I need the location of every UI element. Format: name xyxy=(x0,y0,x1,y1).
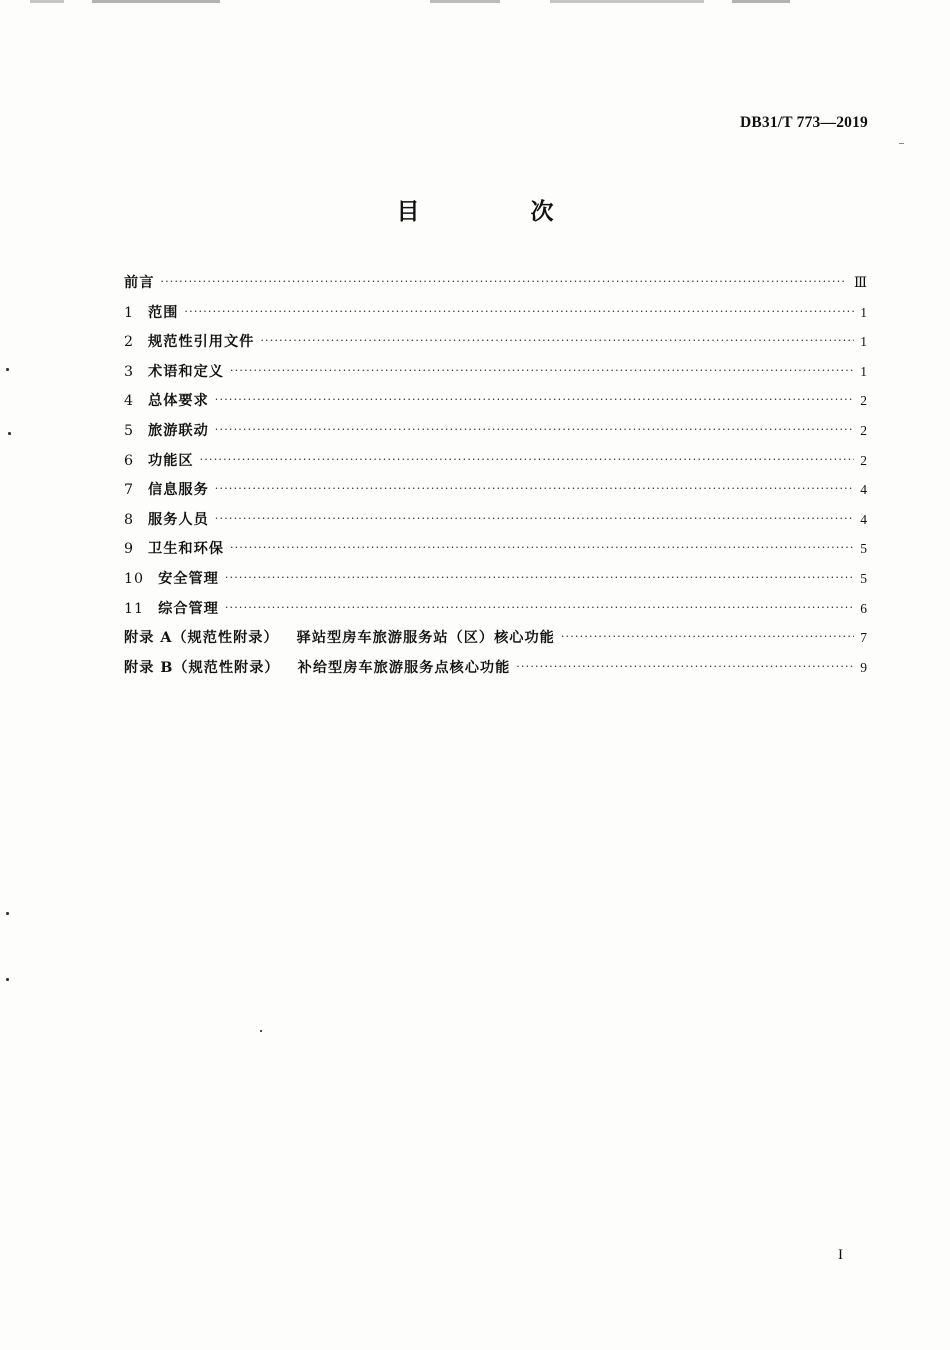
toc-page-number: 4 xyxy=(860,511,867,527)
toc-number: 11 xyxy=(124,600,145,617)
toc-leader-dots xyxy=(260,334,854,347)
toc-page-number: 5 xyxy=(860,570,867,586)
appendix-name: 补给型房车旅游服务点核心功能 xyxy=(297,659,511,676)
toc-number: 8 xyxy=(124,511,135,528)
toc-page-number: 1 xyxy=(860,304,867,320)
toc-label: 综合管理 xyxy=(158,600,219,617)
toc-row-1[interactable] xyxy=(124,302,867,332)
toc-leader-dots xyxy=(230,364,854,377)
toc-page-number: 1 xyxy=(860,363,867,379)
document-code: DB31/T 773—2019 xyxy=(739,114,868,131)
toc-row-3[interactable] xyxy=(124,361,867,391)
toc-page-number: 4 xyxy=(860,482,867,498)
toc-row-8[interactable] xyxy=(124,509,867,539)
toc-row-9[interactable] xyxy=(124,538,867,568)
scan-mark xyxy=(899,143,904,144)
toc-row-11[interactable] xyxy=(124,598,867,628)
toc-number: 7 xyxy=(124,482,135,499)
toc-page-number: 7 xyxy=(860,630,867,646)
toc-label: 功能区 xyxy=(148,452,194,469)
toc-number: 3 xyxy=(124,363,135,380)
appendix-tag: 附录 B（规范性附录） xyxy=(124,659,280,676)
toc-row-6[interactable] xyxy=(124,450,867,480)
toc-row-4[interactable] xyxy=(124,390,867,420)
toc-number: 4 xyxy=(124,393,135,410)
toc-row-preface[interactable] xyxy=(124,272,867,302)
scan-speck xyxy=(8,432,11,435)
toc-page-number: 1 xyxy=(860,334,867,350)
toc-row-10[interactable] xyxy=(124,568,867,598)
toc-page-number: 5 xyxy=(860,541,867,557)
toc-title: 目 次 xyxy=(396,199,598,225)
toc-number: 5 xyxy=(124,422,135,439)
toc-leader-dots xyxy=(561,630,854,643)
page-number: I xyxy=(838,1247,843,1263)
toc-leader-dots xyxy=(230,541,854,554)
table-of-contents xyxy=(124,272,867,686)
toc-number: 10 xyxy=(124,570,145,587)
appendix-tag: 附录 A（规范性附录） xyxy=(124,630,279,647)
toc-label: 前言 xyxy=(124,275,155,291)
toc-label: 总体要求 xyxy=(148,393,209,410)
toc-page-number: Ⅲ xyxy=(853,275,867,290)
toc-label: 安全管理 xyxy=(158,570,219,587)
toc-leader-dots xyxy=(225,601,854,614)
toc-label: 服务人员 xyxy=(148,511,209,528)
toc-leader-dots xyxy=(160,275,850,288)
toc-label: 术语和定义 xyxy=(148,363,224,380)
toc-page-number: 2 xyxy=(860,393,867,409)
appendix-name: 驿站型房车旅游服务站（区）核心功能 xyxy=(296,630,555,647)
toc-page-number: 2 xyxy=(860,452,867,468)
scan-artifact xyxy=(30,0,790,3)
scan-speck xyxy=(6,368,9,371)
scan-speck xyxy=(260,1030,262,1032)
toc-row-appendix-a[interactable] xyxy=(124,627,867,657)
toc-leader-dots xyxy=(215,512,854,525)
toc-number: 2 xyxy=(124,334,135,351)
toc-label: 卫生和环保 xyxy=(148,541,224,558)
toc-row-5[interactable] xyxy=(124,420,867,450)
scan-speck xyxy=(6,978,9,981)
toc-leader-dots xyxy=(215,423,854,436)
toc-label: 范围 xyxy=(148,304,179,321)
toc-page-number: 6 xyxy=(860,600,867,616)
toc-label: 规范性引用文件 xyxy=(148,334,255,351)
scan-speck xyxy=(6,912,9,915)
toc-number: 6 xyxy=(124,452,135,469)
toc-leader-dots xyxy=(184,305,854,318)
toc-page-number: 9 xyxy=(860,659,867,675)
toc-row-2[interactable] xyxy=(124,331,867,361)
toc-page-number: 2 xyxy=(860,422,867,438)
toc-leader-dots xyxy=(215,393,854,406)
toc-label: 信息服务 xyxy=(148,482,209,499)
toc-label: 旅游联动 xyxy=(148,422,209,439)
toc-leader-dots xyxy=(215,482,854,495)
toc-leader-dots xyxy=(516,660,854,673)
toc-leader-dots xyxy=(200,453,854,466)
toc-number: 1 xyxy=(124,304,135,321)
toc-number: 9 xyxy=(124,541,135,558)
toc-row-7[interactable] xyxy=(124,479,867,509)
toc-row-appendix-b[interactable] xyxy=(124,657,867,687)
toc-leader-dots xyxy=(225,571,854,584)
